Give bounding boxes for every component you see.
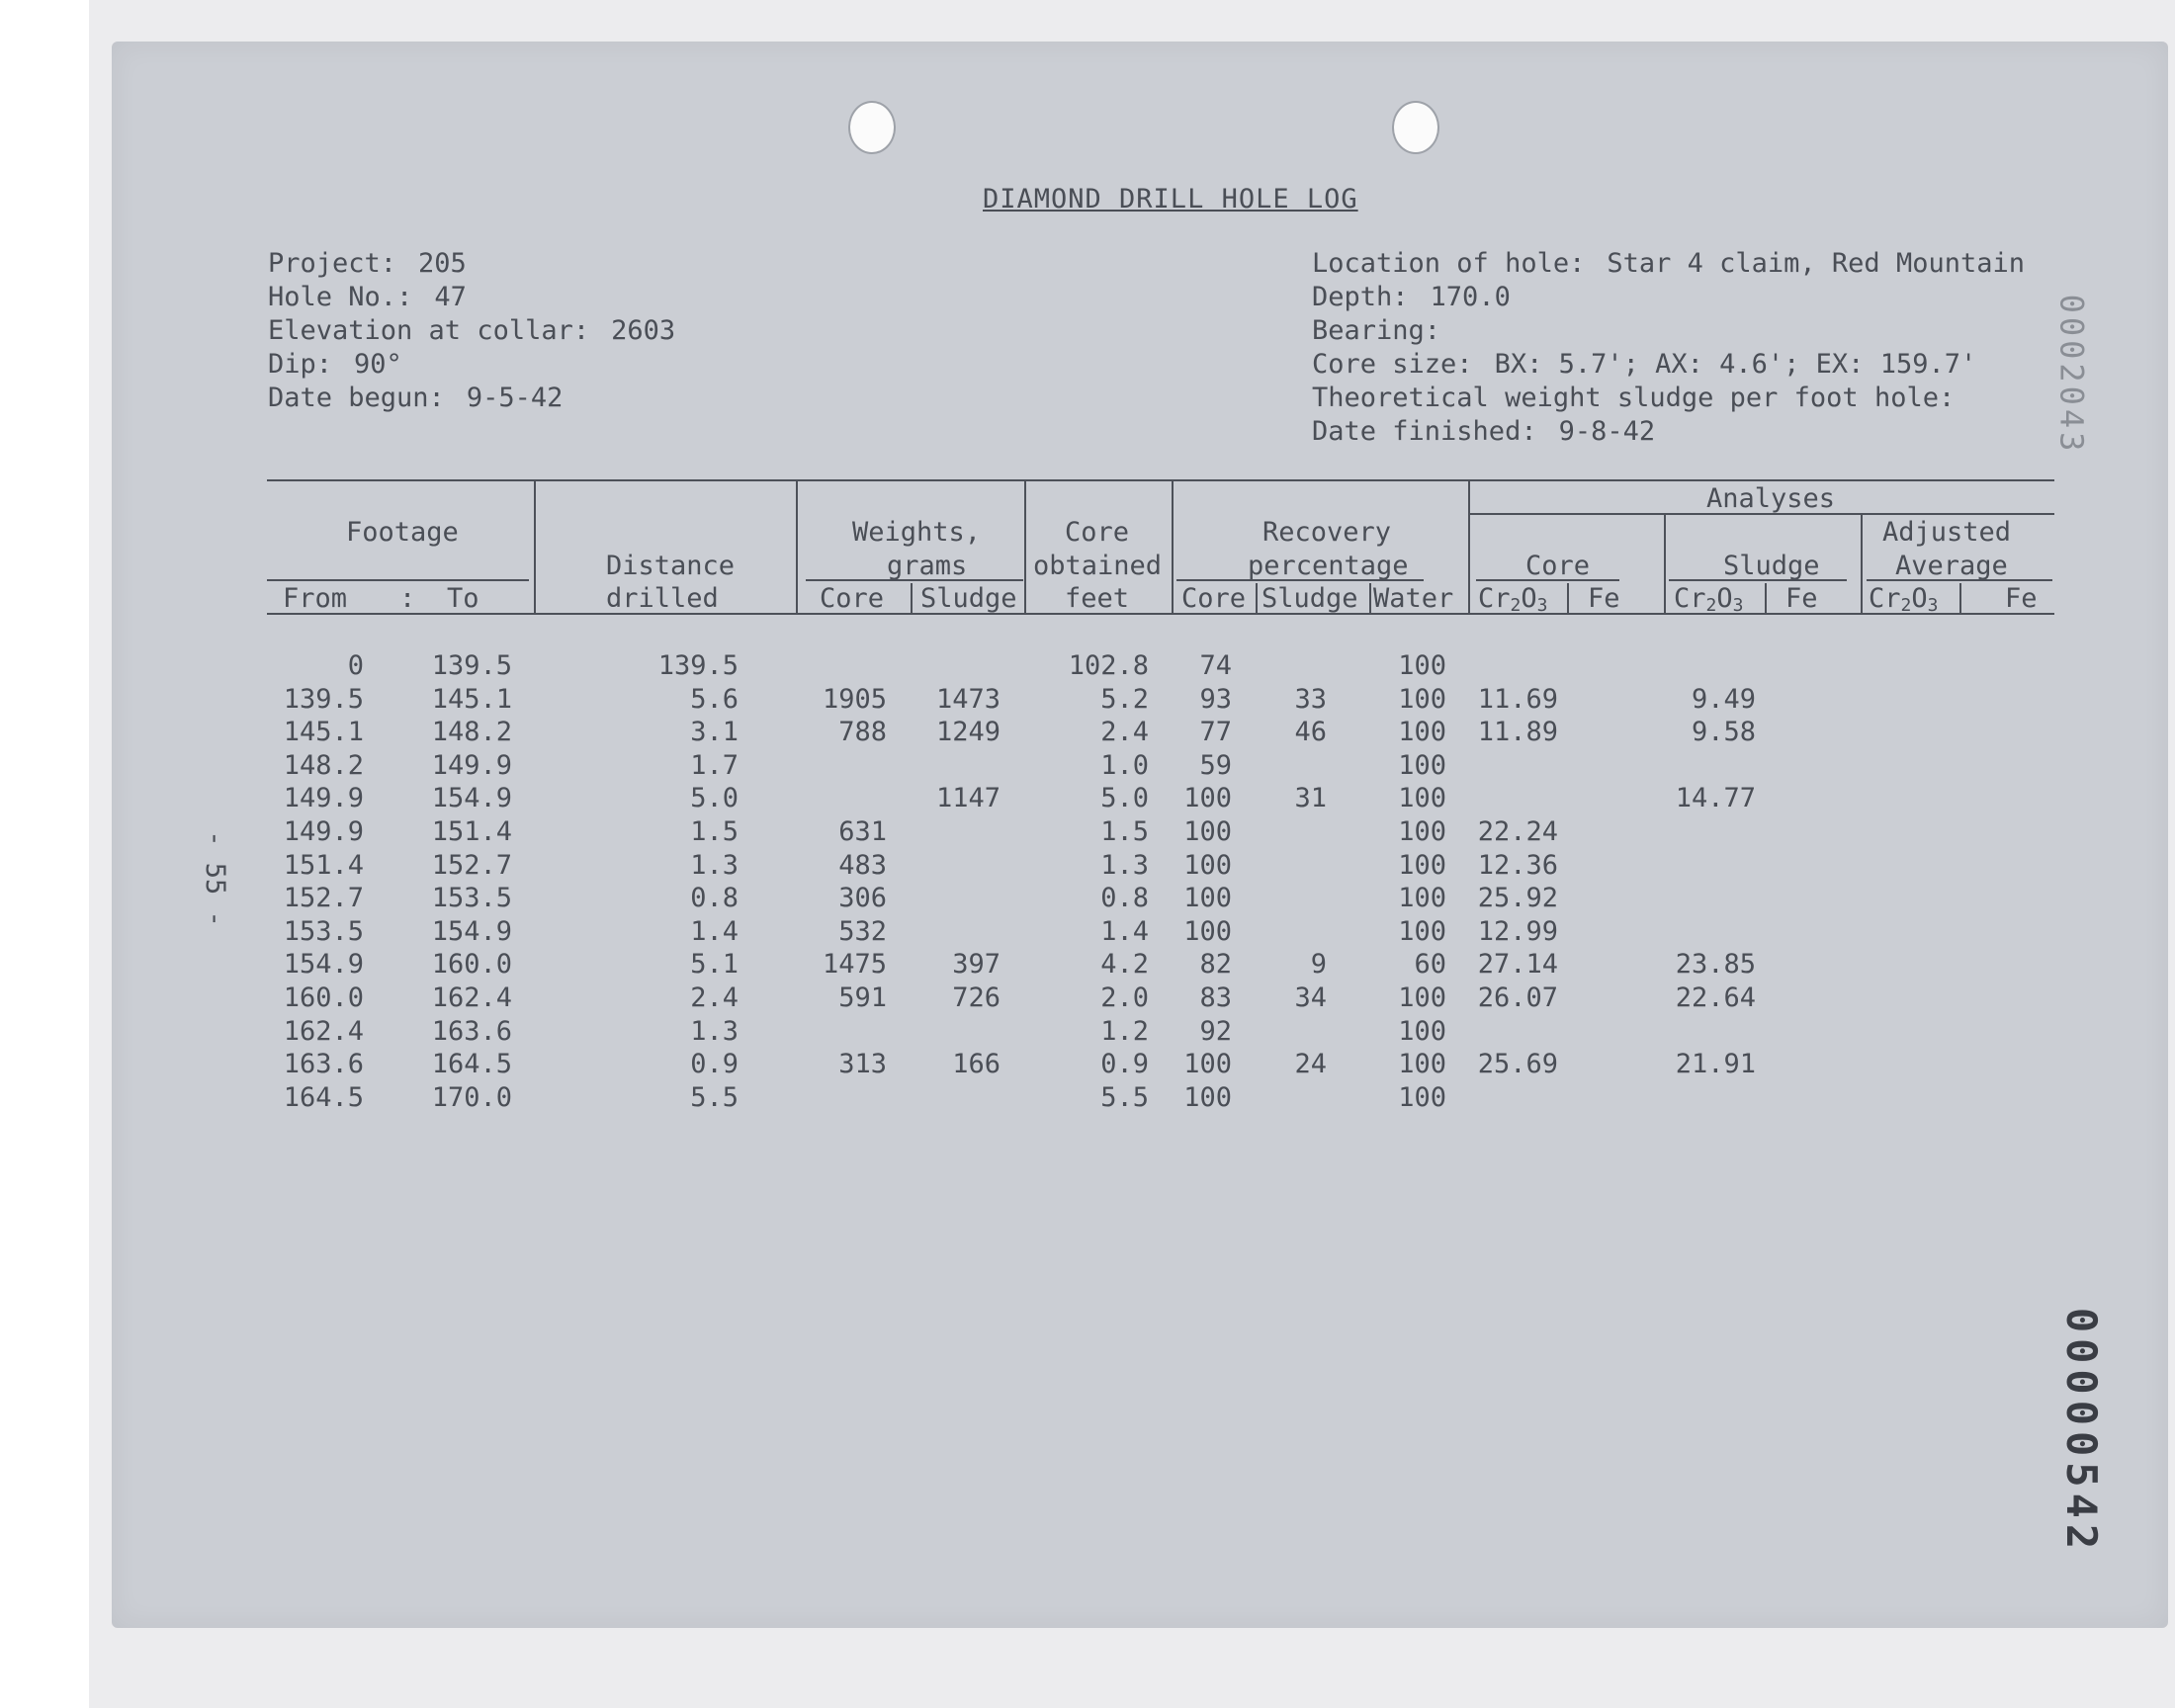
cell-to: 148.2	[431, 717, 512, 748]
cell-weight-sludge: 1147	[935, 783, 1000, 814]
cell-recovery-sludge: 46	[1294, 717, 1327, 748]
col-divider	[1567, 583, 1569, 615]
cell-from: 160.0	[283, 982, 364, 1013]
cell-recovery-water: 100	[1398, 816, 1446, 847]
col-divider	[1024, 479, 1026, 615]
cell-core-obtained: 102.8	[1068, 650, 1149, 681]
cell-recovery-water: 100	[1398, 883, 1446, 914]
header_left-label: Dip:	[268, 349, 333, 380]
cell-recovery-core: 82	[1199, 949, 1232, 981]
cell-from: 152.7	[283, 883, 364, 914]
header-recovery-sludge: Sludge	[1262, 583, 1358, 614]
cell-weight-core: 1905	[822, 683, 887, 715]
cell-distance: 139.5	[657, 650, 739, 681]
punch-hole-left	[848, 101, 896, 154]
cell-recovery-core: 93	[1199, 683, 1232, 715]
header_right-field	[1312, 247, 2025, 281]
header-core-obtained-1: Core	[1065, 517, 1130, 548]
punch-hole-right	[1392, 101, 1439, 154]
header_right-value: 170.0	[1430, 282, 1511, 312]
header-distance: Distance	[606, 551, 736, 581]
cell-weight-sludge: 726	[952, 982, 1000, 1013]
cell-weight-sludge: 1473	[935, 683, 1000, 715]
header_left-value: 47	[434, 282, 467, 312]
cell-recovery-water: 100	[1398, 849, 1446, 881]
cell-core-cr2o3: 22.24	[1477, 816, 1558, 847]
cell-to: 154.9	[431, 915, 512, 947]
cell-core-obtained: 5.5	[1100, 1081, 1149, 1113]
cell-from: 154.9	[283, 949, 364, 981]
cell-weight-core: 306	[838, 883, 887, 914]
cell-recovery-water: 100	[1398, 683, 1446, 715]
header_left-field	[268, 348, 402, 382]
header_left-value: 9-5-42	[466, 383, 564, 413]
cell-recovery-core: 100	[1183, 1049, 1232, 1080]
header-sludge-cr2o3: $Cr_2O_3$	[1674, 583, 1744, 616]
cell-from: 164.5	[283, 1081, 364, 1113]
header_right-value: Star 4 claim, Red Mountain	[1607, 248, 2025, 279]
header-analyses: Analyses	[1706, 483, 1836, 514]
cell-core-cr2o3: 11.69	[1477, 683, 1558, 715]
col-divider	[1765, 583, 1767, 615]
col-divider	[796, 479, 798, 615]
cell-recovery-water: 100	[1398, 717, 1446, 748]
header_right-field	[1312, 314, 1462, 348]
cell-to: 153.5	[431, 883, 512, 914]
header-weights: Weights,	[852, 517, 982, 548]
cell-distance: 2.4	[690, 982, 739, 1013]
cell-distance: 1.3	[690, 849, 739, 881]
col-divider	[1369, 583, 1371, 615]
header-grams: grams	[887, 551, 968, 581]
cell-recovery-sludge: 31	[1294, 783, 1327, 814]
cell-sludge-cr2o3: 9.49	[1691, 683, 1756, 715]
cell-to: 162.4	[431, 982, 512, 1013]
cell-recovery-sludge: 33	[1294, 683, 1327, 715]
cell-weight-core: 532	[838, 915, 887, 947]
header-sludge-fe: Fe	[1785, 583, 1818, 614]
cell-recovery-core: 100	[1183, 816, 1232, 847]
cell-core-cr2o3: 25.69	[1477, 1049, 1558, 1080]
cell-core-obtained: 5.0	[1100, 783, 1149, 814]
cell-recovery-core: 100	[1183, 849, 1232, 881]
header-weight-sludge: Sludge	[920, 583, 1017, 614]
header_left-field	[268, 382, 563, 415]
cell-recovery-core: 100	[1183, 783, 1232, 814]
cell-distance: 1.5	[690, 816, 739, 847]
header-core-cr2o3: $Cr_2O_3$	[1478, 583, 1548, 616]
header-weight-core: Core	[820, 583, 885, 614]
cell-core-obtained: 2.4	[1100, 717, 1149, 748]
header_left-label: Project:	[268, 248, 397, 279]
col-divider	[1468, 479, 1470, 615]
cell-recovery-core: 100	[1183, 883, 1232, 914]
cell-from: 163.6	[283, 1049, 364, 1080]
cell-distance: 5.5	[690, 1081, 739, 1113]
cell-to: 160.0	[431, 949, 512, 981]
cell-to: 139.5	[431, 650, 512, 681]
cell-core-obtained: 1.0	[1100, 749, 1149, 781]
stamp-bottom: 00000542	[2057, 1307, 2107, 1556]
col-divider	[1256, 583, 1258, 615]
header_right-label: Core size:	[1312, 349, 1473, 380]
col-divider	[534, 479, 536, 615]
cell-distance: 0.8	[690, 883, 739, 914]
cell-recovery-core: 92	[1199, 1015, 1232, 1047]
cell-distance: 5.6	[690, 683, 739, 715]
header_right-label: Depth:	[1312, 282, 1409, 312]
stamp-top: 0002043	[2052, 294, 2091, 456]
cell-recovery-water: 100	[1398, 982, 1446, 1013]
cell-recovery-water: 60	[1414, 949, 1446, 981]
cell-weight-core: 1475	[822, 949, 887, 981]
header_left-value: 90°	[354, 349, 402, 380]
col-divider	[1959, 583, 1961, 615]
header_left-value: 2603	[611, 315, 676, 346]
footage-rule	[267, 579, 529, 581]
cell-core-obtained: 1.3	[1100, 849, 1149, 881]
cell-from: 151.4	[283, 849, 364, 881]
cell-recovery-sludge: 9	[1310, 949, 1327, 981]
cell-from: 162.4	[283, 1015, 364, 1047]
cell-from: 148.2	[283, 749, 364, 781]
cell-from: 139.5	[283, 683, 364, 715]
cell-recovery-water: 100	[1398, 915, 1446, 947]
header-recovery-water: Water	[1373, 583, 1454, 614]
header_right-value: BX: 5.7'; AX: 4.6'; EX: 159.7'	[1494, 349, 1977, 380]
cell-to: 152.7	[431, 849, 512, 881]
cell-from: 149.9	[283, 783, 364, 814]
cell-recovery-water: 100	[1398, 1081, 1446, 1113]
header-drilled: drilled	[606, 583, 719, 614]
header_right-label: Theoretical weight sludge per foot hole:	[1312, 383, 1956, 413]
cell-to: 154.9	[431, 783, 512, 814]
cell-core-cr2o3: 11.89	[1477, 717, 1558, 748]
cell-core-obtained: 4.2	[1100, 949, 1149, 981]
cell-core-obtained: 1.4	[1100, 915, 1149, 947]
cell-recovery-water: 100	[1398, 1049, 1446, 1080]
cell-recovery-core: 100	[1183, 915, 1232, 947]
cell-weight-sludge: 397	[952, 949, 1000, 981]
header_left-label: Elevation at collar:	[268, 315, 590, 346]
header-average: Average	[1895, 551, 2008, 581]
cell-to: 163.6	[431, 1015, 512, 1047]
cell-sludge-cr2o3: 14.77	[1675, 783, 1756, 814]
document-title: DIAMOND DRILL HOLE LOG	[983, 184, 1358, 214]
col-divider	[911, 583, 913, 615]
cell-distance: 1.7	[690, 749, 739, 781]
header_left-label: Date begun:	[268, 383, 445, 413]
cell-recovery-sludge: 34	[1294, 982, 1327, 1013]
cell-weight-sludge: 166	[952, 1049, 1000, 1080]
cell-weight-core: 631	[838, 816, 887, 847]
header_right-label: Date finished:	[1312, 416, 1537, 447]
header_right-field	[1312, 382, 1976, 415]
cell-recovery-core: 83	[1199, 982, 1232, 1013]
cell-recovery-core: 59	[1199, 749, 1232, 781]
cell-to: 151.4	[431, 816, 512, 847]
cell-core-cr2o3: 12.36	[1477, 849, 1558, 881]
cell-core-cr2o3: 27.14	[1477, 949, 1558, 981]
header-sep: :	[399, 583, 416, 614]
cell-sludge-cr2o3: 23.85	[1675, 949, 1756, 981]
cell-weight-sludge: 1249	[935, 717, 1000, 748]
header-core-obtained-2: obtained	[1033, 551, 1163, 581]
cell-core-obtained: 2.0	[1100, 982, 1149, 1013]
header-core-fe: Fe	[1588, 583, 1620, 614]
header-adjusted-fe: Fe	[2005, 583, 2038, 614]
page-number: - 55 -	[199, 830, 230, 927]
header_right-field	[1312, 348, 1976, 382]
cell-distance: 3.1	[690, 717, 739, 748]
header-adjusted: Adjusted	[1882, 517, 2012, 548]
header-from: From	[283, 583, 348, 614]
header-adjusted-cr2o3: $Cr_2O_3$	[1869, 583, 1939, 616]
cell-recovery-core: 100	[1183, 1081, 1232, 1113]
cell-distance: 1.4	[690, 915, 739, 947]
cell-distance: 0.9	[690, 1049, 739, 1080]
cell-core-obtained: 1.2	[1100, 1015, 1149, 1047]
cell-from: 0	[347, 650, 364, 681]
col-divider	[1172, 479, 1174, 615]
cell-core-cr2o3: 12.99	[1477, 915, 1558, 947]
header_right-field	[1312, 281, 1511, 314]
cell-core-cr2o3: 26.07	[1477, 982, 1558, 1013]
cell-weight-core: 591	[838, 982, 887, 1013]
header_left-field	[268, 314, 675, 348]
cell-to: 170.0	[431, 1081, 512, 1113]
cell-from: 145.1	[283, 717, 364, 748]
col-divider	[1664, 513, 1666, 615]
cell-core-obtained: 1.5	[1100, 816, 1149, 847]
header_right-label: Location of hole:	[1312, 248, 1586, 279]
cell-core-obtained: 0.8	[1100, 883, 1149, 914]
header_left-field	[268, 281, 467, 314]
header-to: To	[447, 583, 479, 614]
header-core-obtained-3: feet	[1065, 583, 1130, 614]
cell-recovery-water: 100	[1398, 749, 1446, 781]
header-percentage: percentage	[1248, 551, 1409, 581]
cell-distance: 5.1	[690, 949, 739, 981]
header_left-field	[268, 247, 467, 281]
header_left-label: Hole No.:	[268, 282, 413, 312]
cell-from: 149.9	[283, 816, 364, 847]
cell-recovery-core: 77	[1199, 717, 1232, 748]
cell-to: 145.1	[431, 683, 512, 715]
cell-sludge-cr2o3: 22.64	[1675, 982, 1756, 1013]
cell-from: 153.5	[283, 915, 364, 947]
cell-recovery-water: 100	[1398, 1015, 1446, 1047]
cell-core-obtained: 0.9	[1100, 1049, 1149, 1080]
cell-core-cr2o3: 25.92	[1477, 883, 1558, 914]
cell-recovery-water: 100	[1398, 783, 1446, 814]
header-analyses-core: Core	[1525, 551, 1591, 581]
cell-weight-core: 788	[838, 717, 887, 748]
cell-recovery-water: 100	[1398, 650, 1446, 681]
header_right-field	[1312, 415, 1655, 449]
cell-weight-core: 313	[838, 1049, 887, 1080]
header_right-label: Bearing:	[1312, 315, 1441, 346]
cell-distance: 5.0	[690, 783, 739, 814]
cell-recovery-sludge: 24	[1294, 1049, 1327, 1080]
header-recovery: Recovery	[1262, 517, 1392, 548]
cell-sludge-cr2o3: 21.91	[1675, 1049, 1756, 1080]
col-divider	[1861, 513, 1863, 615]
cell-to: 149.9	[431, 749, 512, 781]
header-recovery-core: Core	[1181, 583, 1247, 614]
header_left-value: 205	[418, 248, 467, 279]
header-footage: Footage	[346, 517, 459, 548]
header-analyses-sludge: Sludge	[1723, 551, 1820, 581]
cell-to: 164.5	[431, 1049, 512, 1080]
cell-sludge-cr2o3: 9.58	[1691, 717, 1756, 748]
cell-core-obtained: 5.2	[1100, 683, 1149, 715]
header_right-value: 9-8-42	[1558, 416, 1656, 447]
cell-distance: 1.3	[690, 1015, 739, 1047]
cell-recovery-core: 74	[1199, 650, 1232, 681]
cell-weight-core: 483	[838, 849, 887, 881]
